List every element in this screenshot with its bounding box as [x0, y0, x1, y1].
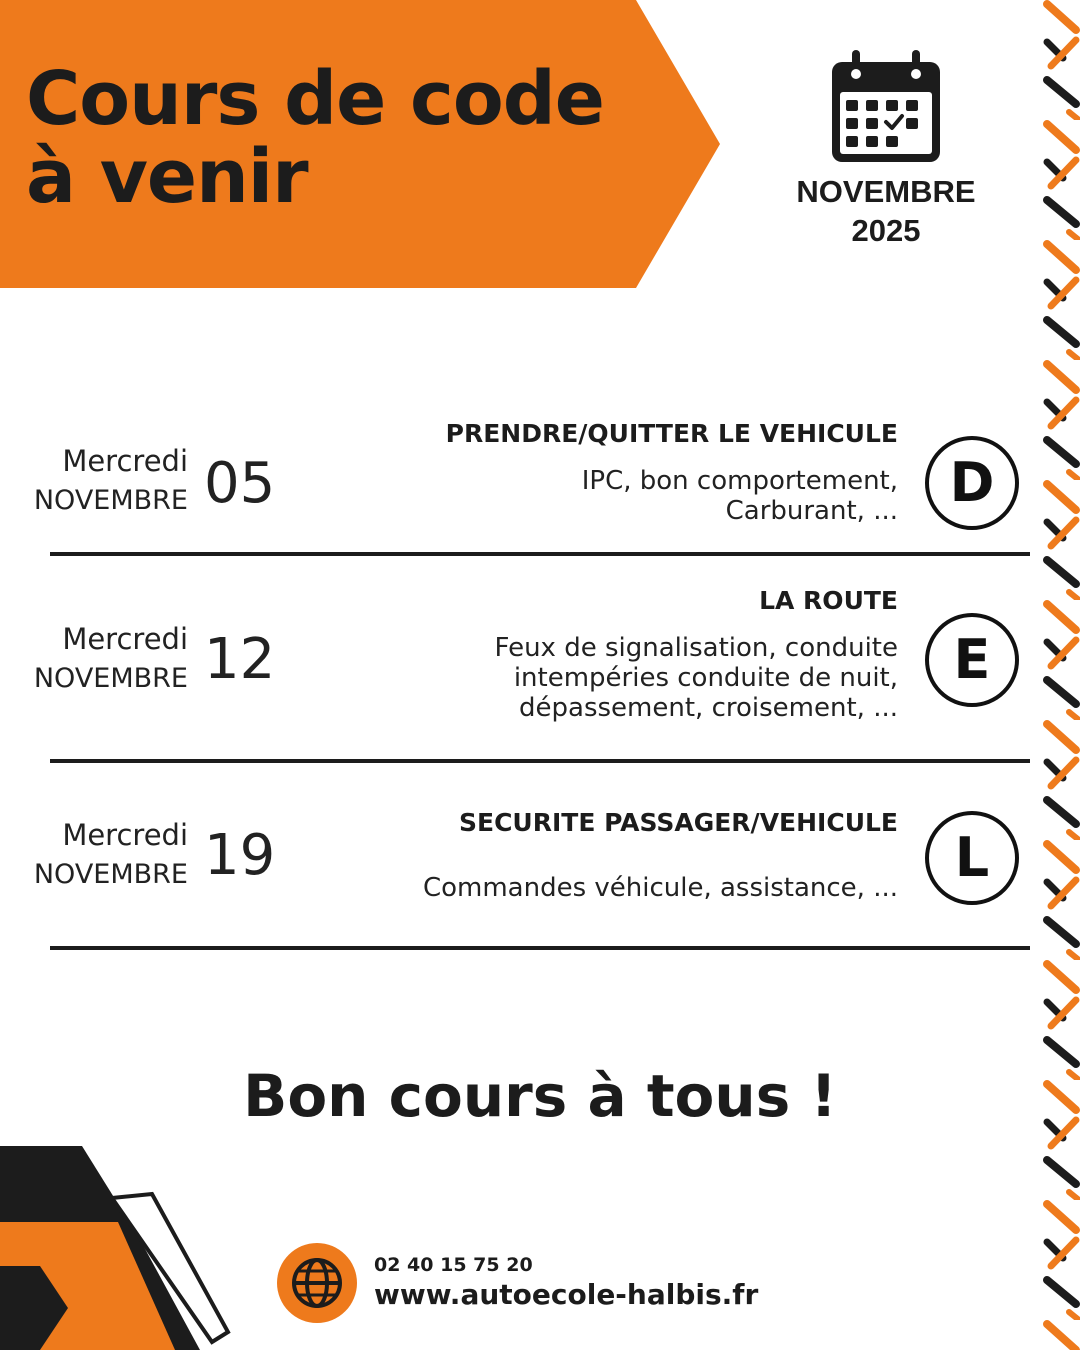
year-label: 2025 [851, 213, 921, 248]
session-description: Commandes véhicule, assistance, ... [422, 873, 898, 903]
month-year [770, 172, 1002, 250]
session-letter-badge: L [925, 811, 1019, 905]
title-line-1: Cours de code [26, 56, 604, 142]
session-topic: LA ROUTE [759, 586, 898, 615]
session-description: IPC, bon comportement, Carburant, ... [581, 466, 898, 526]
divider [50, 946, 1030, 950]
session-topic: SECURITE PASSAGER/VEHICULE [458, 808, 898, 837]
session-letter-badge: E [925, 613, 1019, 707]
closing-message: Bon cours à tous ! [243, 1062, 837, 1130]
divider [50, 552, 1030, 556]
session-weekday: Mercredi [62, 622, 188, 656]
session-month: NOVEMBRE [33, 663, 188, 694]
month-label: NOVEMBRE [796, 174, 976, 209]
session-month: NOVEMBRE [33, 485, 188, 516]
title-line-2: à venir [26, 134, 308, 220]
session-day: 12 [204, 627, 276, 692]
website-link[interactable]: www.autoecole-halbis.fr [374, 1278, 759, 1311]
phone-number[interactable]: 02 40 15 75 20 [374, 1254, 533, 1276]
session-letter-badge: D [925, 436, 1019, 530]
session-day: 19 [204, 823, 276, 888]
session-weekday: Mercredi [62, 444, 188, 478]
session-topic: PRENDRE/QUITTER LE VEHICULE [445, 419, 898, 448]
session-day: 05 [204, 451, 276, 516]
divider [50, 759, 1030, 763]
session-weekday: Mercredi [62, 818, 188, 852]
session-description: Feux de signalisation, conduite intempéries conduite de nuit, dépassement, croisement, ... [494, 633, 898, 723]
session-month: NOVEMBRE [33, 859, 188, 890]
decorative-stripe-pattern [1043, 0, 1080, 1350]
page-title [26, 56, 604, 220]
calendar-icon [828, 48, 944, 166]
corner-decoration [0, 1146, 240, 1350]
globe-icon[interactable] [276, 1242, 358, 1324]
